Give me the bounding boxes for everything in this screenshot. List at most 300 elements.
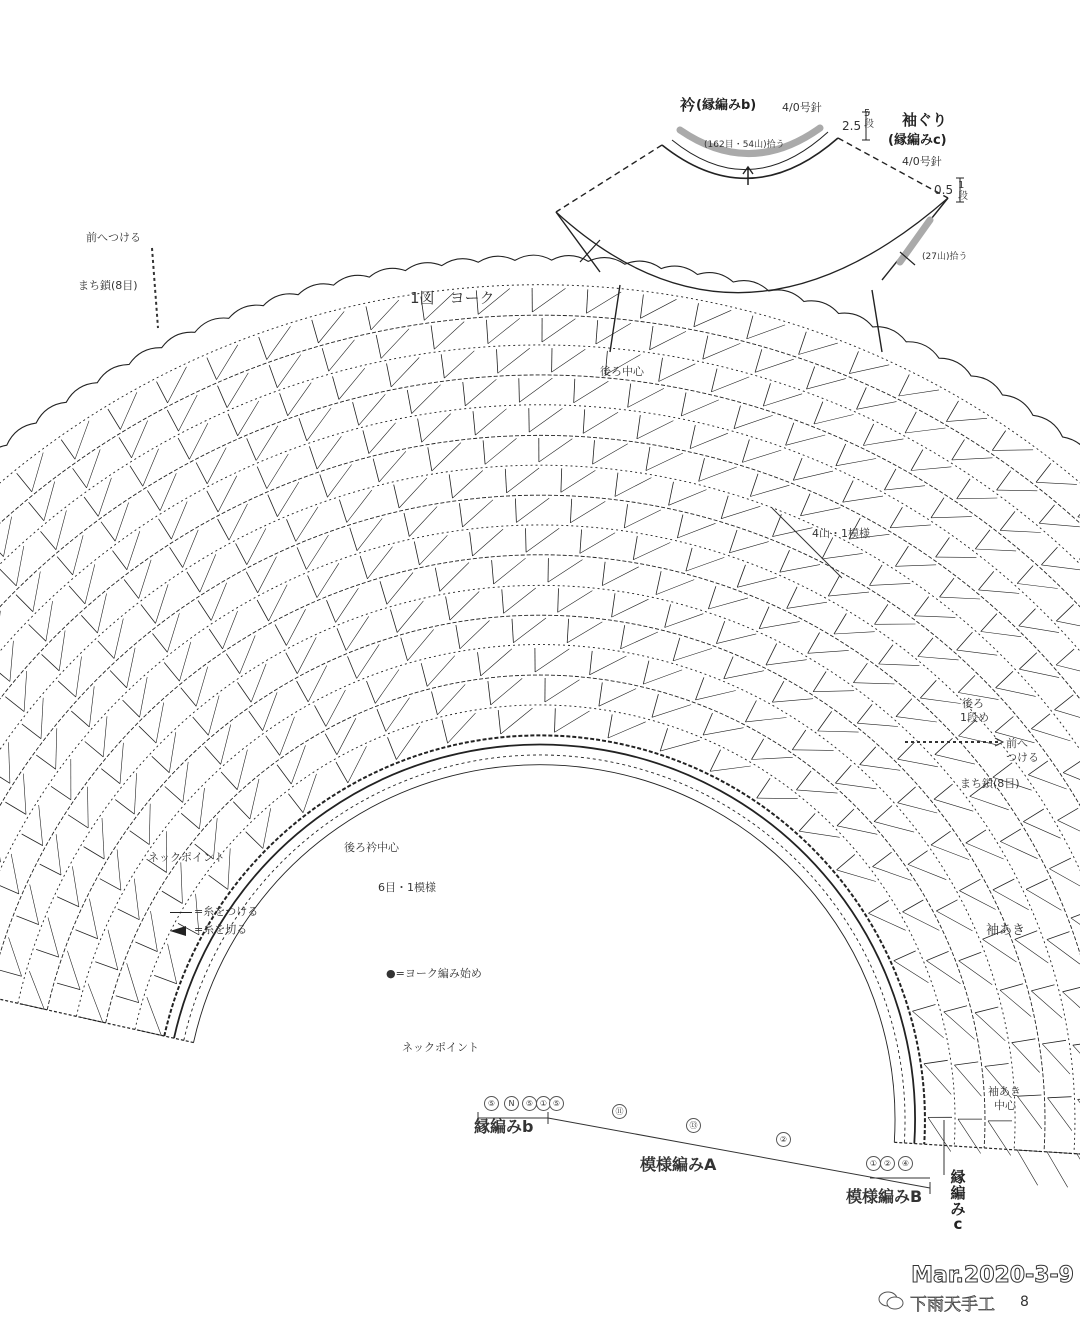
yoke-outer-edge (556, 198, 948, 293)
stitch-mark (931, 831, 951, 845)
stitch-mark (409, 507, 437, 537)
stitch-mark (297, 681, 309, 702)
stitch-mark (307, 408, 331, 441)
stitch-mark (936, 900, 957, 911)
stitch-mark (168, 944, 177, 984)
stitch-mark (787, 587, 797, 609)
stitch-mark (287, 519, 296, 541)
stitch-mark (89, 899, 97, 939)
stitch-mark (149, 804, 150, 845)
stitch-mark (959, 879, 980, 891)
stitch-mark (147, 490, 160, 510)
stitch-mark (209, 875, 228, 889)
stitch-mark (1026, 879, 1048, 889)
stitch-mark (379, 451, 406, 482)
stitch-mark (56, 728, 57, 769)
neck-point-bottom-label: ネックポイント (402, 1041, 479, 1054)
stitch-mark (690, 433, 728, 448)
stitch-mark (357, 518, 382, 550)
armhole-pickup-label: (27山)拾う (922, 252, 968, 262)
stitch-mark (548, 560, 583, 583)
stitch-mark (498, 348, 530, 373)
stitch-mark (884, 486, 925, 490)
stitch-mark (116, 996, 139, 1003)
stitch-mark (1017, 566, 1033, 584)
stitch-mark (750, 474, 758, 497)
stitch-mark (376, 335, 381, 359)
row-marker: N (504, 1096, 519, 1111)
stitch-mark (453, 471, 483, 499)
stitch-mark (599, 689, 636, 707)
stitch-mark (119, 437, 132, 457)
stitch-mark (957, 650, 998, 655)
edging-b-label: 縁編みb (474, 1117, 534, 1136)
stitch-mark (729, 530, 737, 553)
collar-title: 衿 (680, 96, 696, 114)
stitch-mark (593, 440, 595, 464)
stitch-mark (995, 717, 1013, 733)
stitch-round (18, 585, 1075, 1153)
stitch-mark (931, 498, 944, 518)
stitch-mark (874, 822, 914, 833)
stitch-mark (742, 450, 781, 462)
stitch-mark (879, 645, 893, 664)
stitch-mark (117, 850, 121, 891)
stitch-mark (818, 711, 832, 731)
stitch-mark (981, 614, 997, 632)
stitch-mark (1049, 869, 1080, 889)
stitch-mark (580, 533, 615, 554)
stitch-mark (317, 563, 339, 597)
stitch-mark (228, 848, 230, 889)
yoke-start-label: ●=ヨーク編み始め (386, 967, 482, 980)
stitch-mark (656, 580, 694, 595)
stitch-mark (857, 723, 898, 726)
stitch-mark (152, 756, 170, 772)
stitch-mark (154, 975, 177, 983)
stitch-mark (159, 519, 172, 539)
stitch-mark (621, 625, 625, 649)
stitch-mark (843, 481, 854, 503)
stitch-mark (36, 949, 59, 957)
stitch-mark (0, 884, 19, 894)
stitch-mark (1071, 918, 1080, 941)
stitch-mark (0, 666, 10, 681)
stitch-mark (315, 705, 326, 726)
stitch-mark (792, 750, 833, 751)
stitch-mark (1017, 1095, 1041, 1096)
stitch-mark (1058, 820, 1080, 838)
stitch-mark (59, 631, 65, 671)
stitch-mark (498, 710, 501, 734)
stitch-mark (412, 385, 441, 414)
stitch-mark (1036, 463, 1051, 482)
stitch-mark (1058, 808, 1079, 820)
stitch-mark (780, 550, 790, 572)
stitch-mark (1063, 773, 1080, 788)
stitch-mark (863, 424, 873, 446)
stitch-mark (1056, 665, 1080, 675)
stitch-mark (966, 830, 986, 843)
stitch-mark (127, 531, 140, 570)
stitch-mark (696, 691, 736, 700)
stitch-mark (1056, 621, 1080, 629)
stitch-mark (247, 528, 266, 564)
neck-edging (174, 745, 915, 1144)
stitch-mark (9, 742, 10, 783)
stitch-mark (1041, 565, 1080, 570)
stitch-mark (110, 671, 127, 688)
stitch-mark (488, 318, 520, 343)
stitch-mark (633, 536, 637, 560)
stitch-mark (507, 468, 539, 493)
stitch-mark (526, 528, 527, 552)
stitch-mark (659, 358, 663, 382)
stitch-mark (504, 588, 536, 613)
stitch-mark (435, 568, 440, 592)
stitch-mark (422, 414, 451, 443)
stitch-mark (1036, 482, 1077, 484)
stitch-mark (526, 528, 559, 552)
stitch-mark (87, 449, 101, 487)
stitch-mark (280, 717, 295, 756)
stitch-mark (381, 329, 409, 359)
attach-front-right-a: 前へ (1006, 737, 1028, 750)
stitch-mark (84, 847, 105, 859)
stitch-mark (643, 661, 649, 684)
stitch-mark (612, 593, 615, 617)
stitch-mark (165, 787, 183, 803)
stitch-mark (73, 535, 83, 575)
stitch-mark (593, 444, 628, 464)
stitch-mark (890, 525, 931, 528)
stitch-mark (997, 471, 1011, 490)
stitch-mark (141, 605, 156, 624)
stitch-mark (318, 311, 344, 343)
stitch-mark (391, 358, 419, 387)
stitch-mark (1055, 695, 1074, 710)
stitch-mark (312, 320, 319, 343)
stitch-mark (519, 378, 552, 402)
stitch-round (135, 705, 955, 1146)
stitch-mark (873, 867, 912, 881)
stitch-mark (1056, 604, 1073, 621)
stitch-mark (895, 546, 908, 566)
stitch-mark (1000, 511, 1015, 530)
stitch-mark (944, 1012, 975, 1039)
stitch-mark (42, 654, 60, 670)
stitch-mark (497, 349, 498, 373)
stitch-mark (908, 864, 946, 879)
back-center-label: 後ろ中心 (600, 365, 644, 378)
stitch-mark (1048, 1097, 1072, 1098)
stitch-mark (574, 381, 609, 403)
stitch-mark (367, 681, 376, 703)
stitch-mark (708, 598, 748, 609)
stitch-mark (873, 852, 892, 867)
stitch-mark (836, 459, 876, 466)
stitch-mark (669, 482, 674, 506)
stitch-mark (952, 440, 965, 460)
stitch-mark (868, 901, 888, 914)
stitch-mark (721, 506, 760, 518)
stitch-mark (11, 854, 19, 894)
stitch-mark (996, 688, 1036, 697)
stitch-mark (250, 779, 259, 819)
stitch-mark (502, 589, 504, 613)
stitch-mark (143, 449, 159, 486)
stitch-mark (277, 765, 291, 784)
stitch-mark (747, 325, 785, 339)
stitch-mark (988, 1121, 1011, 1156)
stitch-mark (621, 632, 658, 649)
stitch-mark (656, 571, 661, 594)
stitch-mark (183, 530, 199, 568)
stitch-mark (229, 504, 248, 540)
stitch-mark (570, 499, 571, 523)
stitch-mark (860, 747, 876, 765)
stitch-mark (218, 519, 229, 540)
stitch-mark (1019, 653, 1037, 670)
stitch-mark (1039, 523, 1080, 527)
stitch-round (0, 285, 1080, 1173)
stitch-mark (931, 845, 969, 860)
stitch-mark (132, 421, 148, 458)
stitch-mark (837, 870, 876, 882)
stitch-mark (73, 468, 87, 488)
stitch-mark (101, 769, 120, 784)
stitch-mark (734, 415, 773, 428)
stitch-mark (799, 813, 815, 831)
stitch-mark (918, 638, 933, 657)
stitch-mark (463, 382, 466, 406)
stitch-mark (98, 593, 107, 633)
stitch-mark (708, 586, 716, 609)
stitch-mark (570, 501, 605, 522)
stitch-mark (857, 402, 897, 410)
stitch-mark (226, 654, 239, 674)
stitch-mark (959, 952, 982, 961)
stitch-mark (428, 447, 432, 471)
stitch-mark (515, 499, 516, 523)
stitch-mark (238, 401, 259, 436)
stitch-mark (822, 553, 863, 559)
stitch-mark (286, 609, 305, 645)
stitch-mark (959, 736, 999, 745)
stitch-mark (46, 601, 53, 641)
stitch-mark (903, 912, 940, 931)
stitch-mark (1026, 889, 1061, 910)
legend-cut-label: =糸を切る (194, 923, 248, 936)
stitch-mark (147, 997, 162, 1035)
stitch-mark (814, 402, 823, 424)
stitch-mark (57, 983, 80, 990)
stitch-mark (703, 343, 741, 359)
stitch-mark (61, 440, 75, 460)
stitch-mark (58, 681, 76, 697)
stitch-mark (801, 494, 811, 516)
stitch-mark (387, 363, 392, 387)
stitch-mark (288, 383, 312, 416)
stitch-mark (81, 615, 97, 633)
stitch-mark (1063, 986, 1080, 992)
stitch-mark (703, 728, 744, 735)
stitch-mark (450, 592, 479, 621)
stitch-mark (75, 421, 89, 459)
stitch-mark (29, 625, 46, 642)
stitch-mark (85, 742, 104, 757)
stitch-mark (39, 805, 43, 846)
stitch-mark (170, 547, 183, 567)
stitch-mark (1015, 939, 1049, 963)
stitch-mark (181, 862, 183, 903)
stitch-mark (665, 614, 704, 628)
stitch-mark (710, 750, 721, 772)
stitch-mark (1012, 1043, 1040, 1073)
armhole-height-label: 0.5 (934, 183, 954, 197)
stitch-mark (879, 664, 920, 666)
stitch-mark (898, 803, 938, 813)
repeat-4-label: 4山・1模様 (812, 527, 870, 540)
stitch-mark (590, 651, 593, 675)
stitch-mark (796, 771, 811, 790)
stitch-mark (958, 675, 975, 692)
stitch-mark (898, 759, 938, 767)
stitch-mark (470, 532, 473, 556)
collar-edging-label: (縁編みb) (696, 98, 757, 113)
stitch-mark (84, 497, 98, 516)
stitch-mark (377, 709, 386, 731)
stitch-mark (561, 470, 596, 492)
stitch-mark (711, 377, 749, 392)
stitch-mark (98, 478, 111, 517)
armhole-rows-label: 1段 (958, 180, 968, 202)
stitch-mark (677, 515, 683, 538)
watermark-account: 下雨天手工 (910, 1295, 995, 1315)
stitch-mark (200, 554, 216, 592)
stitch-mark (41, 698, 43, 739)
stitch-mark (459, 503, 462, 527)
stitch-mark (853, 663, 867, 683)
stitch-round (76, 645, 1015, 1150)
stitch-mark (257, 600, 269, 621)
stitch-mark (24, 671, 27, 712)
stitch-mark (935, 755, 975, 765)
stitch-mark (703, 713, 712, 735)
stitch-mark (567, 619, 568, 643)
stitch-mark (993, 890, 1029, 910)
stitch-mark (432, 692, 438, 715)
stitch-mark (849, 365, 889, 374)
sleeve-center-label-a: 袖あき (988, 1085, 1021, 1098)
stitch-mark (1019, 609, 1036, 626)
stitch-mark (628, 388, 664, 407)
stitch-mark (168, 367, 187, 403)
stitch-mark (1047, 1152, 1068, 1187)
stitch-mark (127, 648, 135, 688)
stitch-mark (786, 435, 826, 445)
stitch-mark (1039, 505, 1054, 523)
stitch-mark (76, 657, 82, 698)
stitch-mark (1000, 842, 1037, 859)
stitch-mark (535, 649, 569, 672)
stitch-mark (115, 800, 134, 815)
row-marker: ① (866, 1156, 881, 1171)
stitch-mark (407, 390, 411, 414)
stitch-mark (98, 641, 114, 659)
stitch-mark (513, 618, 546, 643)
stitch-mark (555, 708, 556, 732)
stitch-mark (57, 557, 73, 575)
stitch-mark (473, 529, 504, 556)
stitch-mark (914, 616, 955, 618)
pattern-a-label: 模様編みA (640, 1155, 717, 1174)
stitch-mark (583, 409, 585, 433)
stitch-mark (890, 507, 902, 528)
stitch-mark (32, 453, 43, 492)
stitch-mark (686, 557, 724, 571)
stitch-mark (699, 458, 705, 481)
stitch-mark (724, 657, 733, 679)
stitch-mark (251, 664, 266, 702)
stitch-mark (975, 530, 990, 549)
stitch-mark (952, 458, 993, 460)
stitch-mark (773, 514, 782, 536)
stitch-mark (757, 778, 770, 798)
stitch-mark (113, 551, 127, 570)
stitch-mark (608, 722, 646, 738)
stitch-mark (297, 547, 306, 569)
stitch-mark (828, 592, 869, 596)
stitch-mark (946, 418, 987, 421)
stitch-mark (127, 963, 139, 1002)
stitch-mark (475, 409, 506, 435)
stitch-mark (76, 930, 98, 939)
stitch-mark (766, 644, 777, 666)
stitch-mark (652, 694, 658, 717)
stitch-mark (218, 476, 237, 512)
stitch-mark (10, 641, 14, 682)
stitch-mark (1019, 626, 1059, 633)
stitch-mark (903, 900, 924, 912)
stitch-mark (637, 421, 674, 439)
stitch-mark (441, 354, 444, 378)
stitch-mark (337, 628, 346, 650)
row-marker: ① (536, 1096, 551, 1111)
stitch-mark (267, 326, 291, 359)
stitch-mark (309, 446, 317, 469)
stitch-mark (857, 704, 872, 723)
stitch-mark (660, 740, 700, 751)
stitch-mark (870, 583, 911, 585)
stitch-mark (868, 913, 905, 930)
stitch-mark (555, 711, 590, 732)
stitch-mark (247, 438, 257, 460)
armhole-edging-label: (縁編みc) (888, 133, 947, 148)
stitch-mark (367, 547, 392, 579)
stitch-mark (615, 473, 618, 497)
stitch-mark (843, 496, 883, 502)
armhole-title: 袖ぐり (902, 111, 948, 129)
stitch-mark (957, 479, 970, 499)
stitch-mark (16, 916, 38, 925)
stitch-mark (227, 373, 248, 408)
stitch-mark (558, 588, 559, 612)
watermark-date: Mar.2020-3-9 (911, 1263, 1074, 1288)
stitch-mark (29, 971, 44, 1009)
stitch-mark (926, 961, 960, 984)
stitch-mark (353, 402, 359, 425)
